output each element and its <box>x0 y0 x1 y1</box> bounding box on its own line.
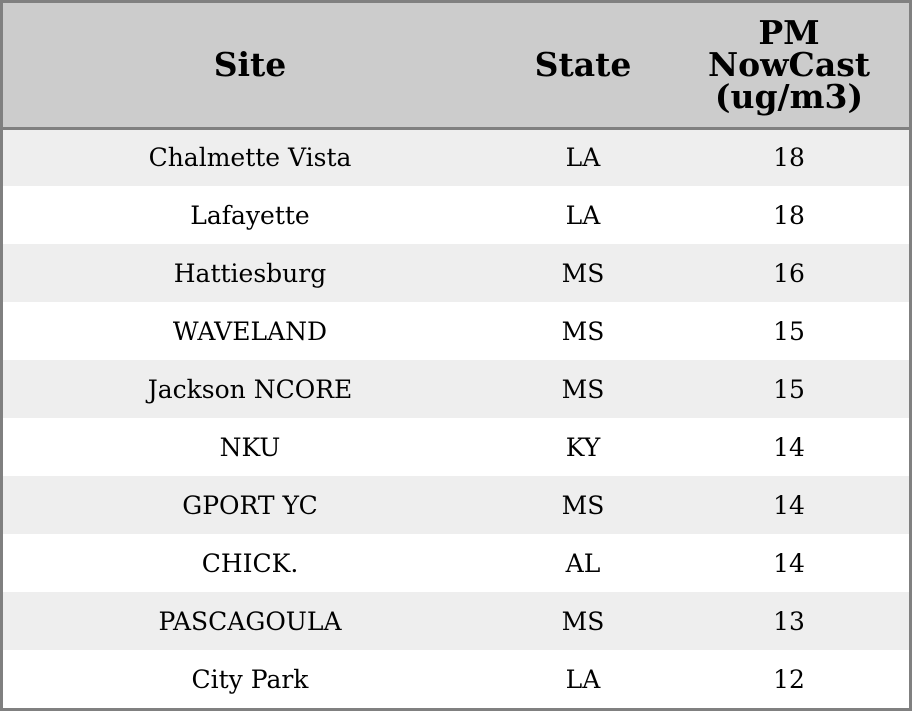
table-row <box>3 592 909 650</box>
pm-nowcast-cell: 14 <box>773 490 805 520</box>
header-row <box>3 3 909 128</box>
table-row <box>3 128 909 186</box>
column-header-site <box>3 3 497 128</box>
site-cell: City Park <box>191 664 309 694</box>
site-cell: NKU <box>219 432 281 462</box>
state-cell: LA <box>565 200 601 230</box>
state-cell: MS <box>561 316 605 346</box>
state-cell: LA <box>565 143 601 173</box>
pm-nowcast-cell: 15 <box>773 316 805 346</box>
table-row <box>3 418 909 476</box>
pm-nowcast-cell: 12 <box>773 664 805 694</box>
table-row <box>3 650 909 708</box>
pm-nowcast-cell: 15 <box>773 374 805 404</box>
site-cell: CHICK. <box>201 548 299 578</box>
pm-nowcast-cell: 18 <box>773 143 805 173</box>
pm-nowcast-cell: 13 <box>773 606 805 636</box>
state-cell: MS <box>561 258 605 288</box>
table-row <box>3 186 909 244</box>
table-row <box>3 244 909 302</box>
pm-nowcast-cell: 18 <box>773 200 805 230</box>
state-cell: LA <box>565 664 601 694</box>
state-cell: AL <box>565 548 601 578</box>
table-row <box>3 302 909 360</box>
state-cell: MS <box>561 374 605 404</box>
data-table <box>3 3 909 708</box>
site-cell: Lafayette <box>190 200 310 230</box>
column-header-pm-line-3: (ug/m3) <box>714 76 864 116</box>
state-cell: MS <box>561 606 605 636</box>
state-cell: MS <box>561 490 605 520</box>
pm-nowcast-cell: 14 <box>773 548 805 578</box>
column-header-pm-line-1: PM <box>758 12 820 52</box>
site-cell: Chalmette Vista <box>148 143 352 173</box>
column-header-state <box>497 3 669 128</box>
site-cell: GPORT YC <box>182 490 318 520</box>
table-row <box>3 476 909 534</box>
column-header-pm-nowcast <box>669 3 909 128</box>
column-header-pm-line-2: NowCast <box>707 44 871 84</box>
table-body <box>3 128 909 708</box>
column-header-state-label: State <box>534 44 632 84</box>
site-cell: Hattiesburg <box>173 258 327 288</box>
table-header <box>3 3 909 128</box>
table-row <box>3 534 909 592</box>
state-cell: KY <box>565 432 601 462</box>
table-row <box>3 360 909 418</box>
column-header-site-label: Site <box>213 44 287 84</box>
site-cell: PASCAGOULA <box>158 606 342 636</box>
pm-nowcast-cell: 16 <box>773 258 805 288</box>
pm-nowcast-cell: 14 <box>773 432 805 462</box>
site-cell: Jackson NCORE <box>147 374 353 404</box>
site-cell: WAVELAND <box>172 316 328 346</box>
